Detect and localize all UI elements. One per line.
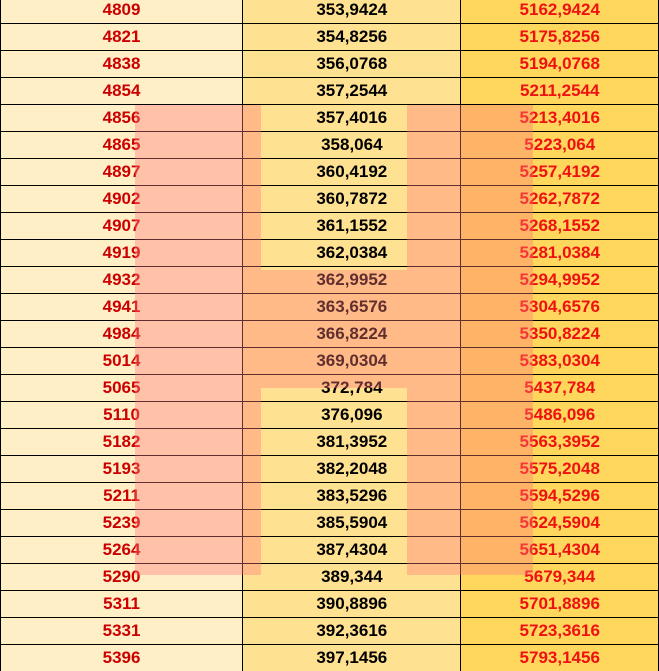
table-cell-col3[interactable]: 5383,0304 — [461, 348, 659, 375]
table-cell-col1[interactable]: 5065 — [1, 375, 243, 402]
table-row — [1, 483, 659, 510]
table-cell-col1[interactable]: 4907 — [1, 213, 243, 240]
table-cell-col1[interactable]: 5193 — [1, 456, 243, 483]
table-cell-col1[interactable]: 5290 — [1, 564, 243, 591]
table-cell-col1[interactable]: 5211 — [1, 483, 243, 510]
table-cell-col2[interactable]: 357,4016 — [243, 105, 461, 132]
table-row — [1, 645, 659, 671]
table-cell-col3[interactable]: 5281,0384 — [461, 240, 659, 267]
table-cell-col2[interactable]: 372,784 — [243, 375, 461, 402]
table-row — [1, 0, 659, 24]
table-cell-col1[interactable]: 4854 — [1, 78, 243, 105]
table-cell-col3[interactable]: 5213,4016 — [461, 105, 659, 132]
table-cell-col2[interactable]: 360,4192 — [243, 159, 461, 186]
table-row — [1, 267, 659, 294]
table-cell-col1[interactable]: 4897 — [1, 159, 243, 186]
table-row — [1, 429, 659, 456]
table-cell-col2[interactable]: 392,3616 — [243, 618, 461, 645]
table-cell-col2[interactable]: 390,8896 — [243, 591, 461, 618]
table-row — [1, 564, 659, 591]
table-row — [1, 186, 659, 213]
table-cell-col2[interactable]: 362,9952 — [243, 267, 461, 294]
table-row — [1, 294, 659, 321]
table-cell-col2[interactable]: 385,5904 — [243, 510, 461, 537]
table-row — [1, 510, 659, 537]
table-cell-col1[interactable]: 5014 — [1, 348, 243, 375]
table-cell-col1[interactable]: 4919 — [1, 240, 243, 267]
table-cell-col1[interactable]: 5110 — [1, 402, 243, 429]
table-row — [1, 348, 659, 375]
table-row — [1, 537, 659, 564]
table-cell-col2[interactable]: 360,7872 — [243, 186, 461, 213]
table-cell-col2[interactable]: 381,3952 — [243, 429, 461, 456]
table-cell-col2[interactable]: 389,344 — [243, 564, 461, 591]
table-cell-col2[interactable]: 354,8256 — [243, 24, 461, 51]
table-row — [1, 456, 659, 483]
table-cell-col1[interactable]: 4856 — [1, 105, 243, 132]
table-cell-col1[interactable]: 5264 — [1, 537, 243, 564]
table-cell-col1[interactable]: 4821 — [1, 24, 243, 51]
table-row — [1, 375, 659, 402]
table-cell-col3[interactable]: 5304,6576 — [461, 294, 659, 321]
table-cell-col3[interactable]: 5194,0768 — [461, 51, 659, 78]
table-cell-col3[interactable]: 5723,3616 — [461, 618, 659, 645]
table-cell-col1[interactable]: 4932 — [1, 267, 243, 294]
table-cell-col3[interactable]: 5350,8224 — [461, 321, 659, 348]
table-cell-col2[interactable]: 357,2544 — [243, 78, 461, 105]
table-cell-col3[interactable]: 5563,3952 — [461, 429, 659, 456]
table-cell-col2[interactable]: 361,1552 — [243, 213, 461, 240]
table-cell-col1[interactable]: 4865 — [1, 132, 243, 159]
table-cell-col3[interactable]: 5575,2048 — [461, 456, 659, 483]
table-row — [1, 105, 659, 132]
table-cell-col3[interactable]: 5162,9424 — [461, 0, 659, 24]
table-row — [1, 24, 659, 51]
table-cell-col1[interactable]: 5331 — [1, 618, 243, 645]
table-cell-col1[interactable]: 4902 — [1, 186, 243, 213]
table-cell-col1[interactable]: 4984 — [1, 321, 243, 348]
table-cell-col2[interactable]: 356,0768 — [243, 51, 461, 78]
table-cell-col3[interactable]: 5175,8256 — [461, 24, 659, 51]
table-cell-col3[interactable]: 5268,1552 — [461, 213, 659, 240]
table-cell-col3[interactable]: 5486,096 — [461, 402, 659, 429]
table-cell-col3[interactable]: 5624,5904 — [461, 510, 659, 537]
table-row — [1, 159, 659, 186]
table-cell-col3[interactable]: 5679,344 — [461, 564, 659, 591]
table-row — [1, 132, 659, 159]
table-cell-col2[interactable]: 387,4304 — [243, 537, 461, 564]
table-cell-col1[interactable]: 5311 — [1, 591, 243, 618]
table-cell-col3[interactable]: 5651,4304 — [461, 537, 659, 564]
table-cell-col2[interactable]: 369,0304 — [243, 348, 461, 375]
table-cell-col2[interactable]: 358,064 — [243, 132, 461, 159]
table-body — [1, 0, 659, 671]
table-cell-col2[interactable]: 383,5296 — [243, 483, 461, 510]
table-cell-col3[interactable]: 5262,7872 — [461, 186, 659, 213]
table-row — [1, 51, 659, 78]
table-cell-col3[interactable]: 5223,064 — [461, 132, 659, 159]
table-cell-col1[interactable]: 5396 — [1, 645, 243, 671]
table-cell-col2[interactable]: 397,1456 — [243, 645, 461, 671]
table-cell-col3[interactable]: 5294,9952 — [461, 267, 659, 294]
table-cell-col3[interactable]: 5437,784 — [461, 375, 659, 402]
table-cell-col2[interactable]: 376,096 — [243, 402, 461, 429]
table-row — [1, 240, 659, 267]
table-row — [1, 321, 659, 348]
table-cell-col2[interactable]: 382,2048 — [243, 456, 461, 483]
table-cell-col3[interactable]: 5594,5296 — [461, 483, 659, 510]
table-cell-col1[interactable]: 4941 — [1, 294, 243, 321]
table-cell-col3[interactable]: 5793,1456 — [461, 645, 659, 671]
table-cell-col1[interactable]: 4838 — [1, 51, 243, 78]
table-row — [1, 402, 659, 429]
table-cell-col3[interactable]: 5701,8896 — [461, 591, 659, 618]
table-cell-col1[interactable]: 4809 — [1, 0, 243, 24]
table-row — [1, 78, 659, 105]
table-cell-col2[interactable]: 353,9424 — [243, 0, 461, 24]
table-row — [1, 618, 659, 645]
table-cell-col3[interactable]: 5257,4192 — [461, 159, 659, 186]
table-row — [1, 591, 659, 618]
table-cell-col2[interactable]: 362,0384 — [243, 240, 461, 267]
table-cell-col3[interactable]: 5211,2544 — [461, 78, 659, 105]
table-cell-col1[interactable]: 5239 — [1, 510, 243, 537]
table-cell-col1[interactable]: 5182 — [1, 429, 243, 456]
table-cell-col2[interactable]: 363,6576 — [243, 294, 461, 321]
table-cell-col2[interactable]: 366,8224 — [243, 321, 461, 348]
table-row — [1, 213, 659, 240]
